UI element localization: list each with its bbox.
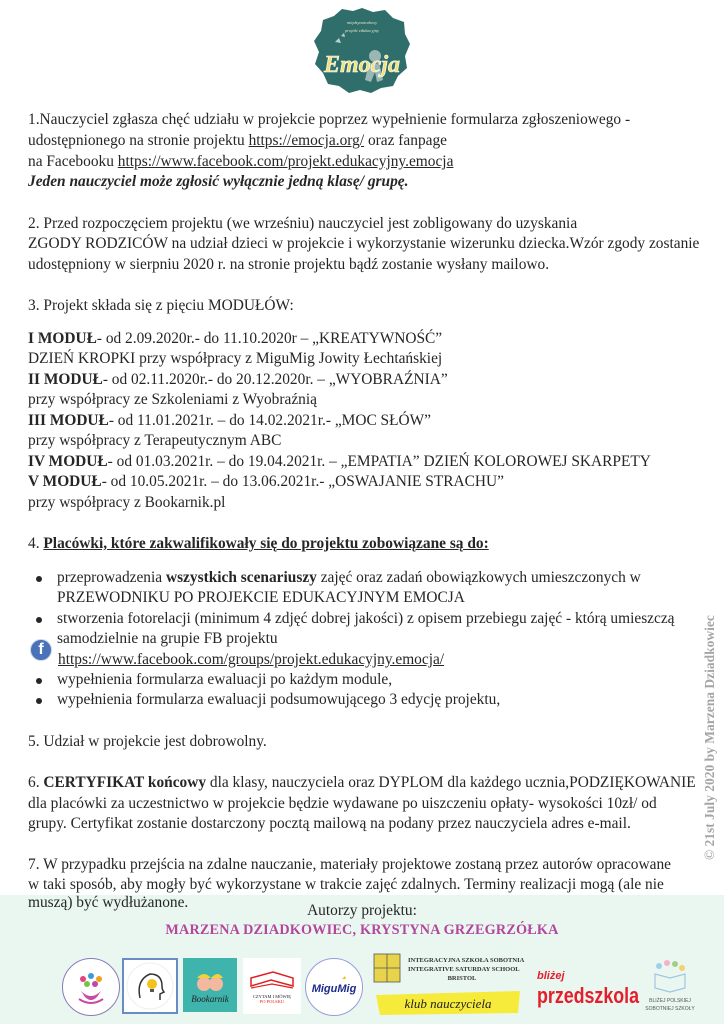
partner-logo-czytam-i-mowie xyxy=(243,958,301,1014)
section1-line1: 1.Nauczyciel zgłasza chęć udziału w projekcie poprzez wypełnienie formularza zgłoszeniowego - xyxy=(28,111,631,128)
bullet-dot xyxy=(36,698,42,704)
module-3-dates: - od 11.01.2021r. – do 14.02.2021r.- „MOC SŁÓW” xyxy=(108,412,431,429)
module-4-label: IV MODUŁ xyxy=(28,453,108,470)
module-5-dates: - od 10.05.2021r. – do 13.06.2021r.- „OSWAJANIE STRACHU” xyxy=(101,473,504,490)
bullet-dot xyxy=(36,617,42,623)
partner-logo-bookarnik xyxy=(183,958,237,1012)
bullet-2-line2: samodzielnie na grupie FB projektu xyxy=(57,630,278,647)
section1-line3-text: na Facebooku xyxy=(28,153,118,170)
bullet-dot xyxy=(36,576,42,582)
section2-line2: ZGODY RODZICÓW na udział dzieci w projekcie i wykorzystanie wizerunku dziecka.Wzór zgody zostanie xyxy=(28,235,700,252)
section7-line2: w taki sposób, aby mogły być wykorzystane w trakcie zajęć zdalnych. Terminy realizacji mogą (ale nie xyxy=(28,876,664,893)
bullet-2-line3 xyxy=(58,650,444,671)
section1-line2 xyxy=(28,131,447,152)
section6-line2: dla placówki za uczestnictwo w projekcie będzie wydawane po uiszczeniu opłaty- wysokości 10zł/ od xyxy=(28,795,657,812)
partner-logo-terapeutyczne-abc xyxy=(122,958,178,1014)
partner-logo-migumig xyxy=(305,958,363,1016)
facebook-group-link[interactable]: https://www.facebook.com/groups/projekt.edukacyjny.emocja/ xyxy=(58,651,445,668)
iss-name: INTEGRACYJNA SZKOŁA SOBOTNIA xyxy=(408,957,525,964)
section4-heading xyxy=(28,534,489,555)
module-3 xyxy=(28,411,431,432)
iss-city: BRISTOL xyxy=(447,975,477,982)
partner-logo-integracyjna-szkola xyxy=(372,952,532,986)
module-1-label: I MODUŁ xyxy=(28,330,97,347)
module-4 xyxy=(28,452,651,473)
section7-line3: muszą) być wydłużanone. xyxy=(28,894,189,911)
authors-names: MARZENA DZIADKOWIEC, KRYSTYNA GRZEGRZÓŁKA xyxy=(165,922,559,938)
section2-line3: udostępniony w sierpniu 2020 r. na stronie projektu bądź zostanie wysłany mailowo. xyxy=(28,256,550,273)
bullet-4: wypełnienia formularza ewaluacji podsumowującego 3 edycję projektu, xyxy=(57,691,501,708)
module-2-note: przy współpracy ze Szkoleniami z Wyobraźnią xyxy=(28,391,317,408)
copyright-watermark: © 21st July 2020 by Marzena Dziadkowiec xyxy=(702,615,717,860)
module-2 xyxy=(28,370,448,391)
section2-line1: 2. Przed rozpoczęciem projektu (we wrześniu) nauczyciel jest zobligowany do uzyskania xyxy=(28,215,578,232)
section1-line2-after: oraz fanpage xyxy=(364,132,448,149)
module-5-label: V MODUŁ xyxy=(28,473,102,490)
partner-logo-szkolenia xyxy=(62,958,120,1016)
partner-logo-blizej-przedszkola xyxy=(535,965,641,1011)
section4-title: Placówki, które zakwalifikowały się do projektu zobowiązane są do: xyxy=(43,535,489,552)
bullet-1-line2: PRZEWODNIKU PO PROJEKCIE EDUKACYJNYM EMOCJA xyxy=(57,589,465,606)
section7-line1: 7. W przypadku przejścia na zdalne nauczanie, materiały projektowe zostaną przez autorów opracowane xyxy=(28,856,671,873)
section3-heading: 3. Projekt składa się z pięciu MODUŁÓW: xyxy=(28,297,294,314)
module-1-note: DZIEŃ KROPKI przy współpracy z MiguMig Jowity Łechtańskiej xyxy=(28,350,443,367)
bps-name: BLIŻEJ POLSKIEJ xyxy=(649,998,691,1004)
module-5 xyxy=(28,472,504,493)
module-1 xyxy=(28,329,442,350)
bullet-1-pre: przeprowadzenia xyxy=(57,569,166,586)
facebook-icon[interactable]: f xyxy=(30,639,52,661)
certificate-label: CERTYFIKAT końcowy xyxy=(43,774,207,791)
section6-line3: grupy. Certyfikat zostanie dostarczony pocztą mailową na podany przez nauczyciela adres e-mail. xyxy=(28,815,631,832)
bullet-3: wypełnienia formularza ewaluacji po każdym module, xyxy=(57,671,393,688)
website-link[interactable]: https://emocja.org/ xyxy=(248,132,365,149)
migumig-text: MiguMig xyxy=(311,983,357,995)
module-5-note: przy współpracy z Bookarnik.pl xyxy=(28,494,226,511)
section6-number: 6. xyxy=(28,774,44,791)
section1-line3 xyxy=(28,152,453,173)
czytam-text: CZYTAM I MÓWIĘ xyxy=(252,994,292,999)
section4-number: 4. xyxy=(28,535,44,552)
module-2-label: II MODUŁ xyxy=(28,371,103,388)
section5: 5. Udział w projekcie jest dobrowolny. xyxy=(28,733,267,750)
module-4-dates: - od 01.03.2021r. – do 19.04.2021r. – „EMPATIA” DZIEŃ KOLOROWEJ SKARPETY xyxy=(107,453,651,470)
logo-tagline-1: międzynarodowy xyxy=(346,20,378,25)
blizej-prefix: bliżej xyxy=(537,970,565,982)
section6-line1 xyxy=(28,773,696,794)
partner-logo-klub-nauczyciela xyxy=(374,989,522,1017)
module-3-label: III MODUŁ xyxy=(28,412,109,429)
logo-tagline-2: projekt edukacyjny xyxy=(345,28,379,33)
partner-logo-blizej-polskiej-szkoly xyxy=(645,958,695,1018)
section1-line2-text: udostępnionego na stronie projektu xyxy=(28,132,249,149)
emocja-logo xyxy=(313,6,411,94)
bullet-1-bold: wszystkich scenariuszy xyxy=(165,569,317,586)
section6-line1-rest: dla klasy, nauczyciela oraz DYPLOM dla każdego ucznia,PODZIĘKOWANIE xyxy=(206,774,696,791)
bps-subtitle: SOBOTNIEJ SZKOŁY xyxy=(645,1006,695,1012)
bullet-1-line1 xyxy=(57,568,641,589)
module-2-dates: - od 02.11.2020r.- do 20.12.2020r. – „WYOBRAŹNIA” xyxy=(102,371,448,388)
czytam-subtitle: PO POLSKU xyxy=(259,999,285,1004)
module-3-note: przy współpracy z Terapeutycznym ABC xyxy=(28,432,282,449)
bookarnik-text: Bookarnik xyxy=(191,994,229,1004)
facebook-fanpage-link[interactable]: https://www.facebook.com/projekt.edukacyjny.emocja xyxy=(117,153,454,170)
bullet-dot xyxy=(36,678,42,684)
authors-label: Autorzy projektu: xyxy=(307,902,417,919)
klub-text: klub nauczyciela xyxy=(404,996,492,1011)
logo-name: Emocja xyxy=(324,52,400,78)
bullet-1-post: zajęć oraz zadań obowiązkowych umieszczonych w xyxy=(316,569,641,586)
iss-subtitle: INTEGRATIVE SATURDAY SCHOOL xyxy=(408,966,520,973)
przedszkola-text: przedszkola xyxy=(537,983,640,1008)
bullet-2-line1: stworzenia fotorelacji (minimum 4 zdjęć dobrej jakości) z opisem przebiegu zajęć - którą umieszczą xyxy=(57,610,675,627)
module-1-dates: - od 2.09.2020r.- do 11.10.2020r – „KREATYWNOŚĆ” xyxy=(96,330,443,347)
section1-emphasis: Jeden nauczyciel może zgłosić wyłącznie jedną klasę/ grupę. xyxy=(28,173,409,190)
